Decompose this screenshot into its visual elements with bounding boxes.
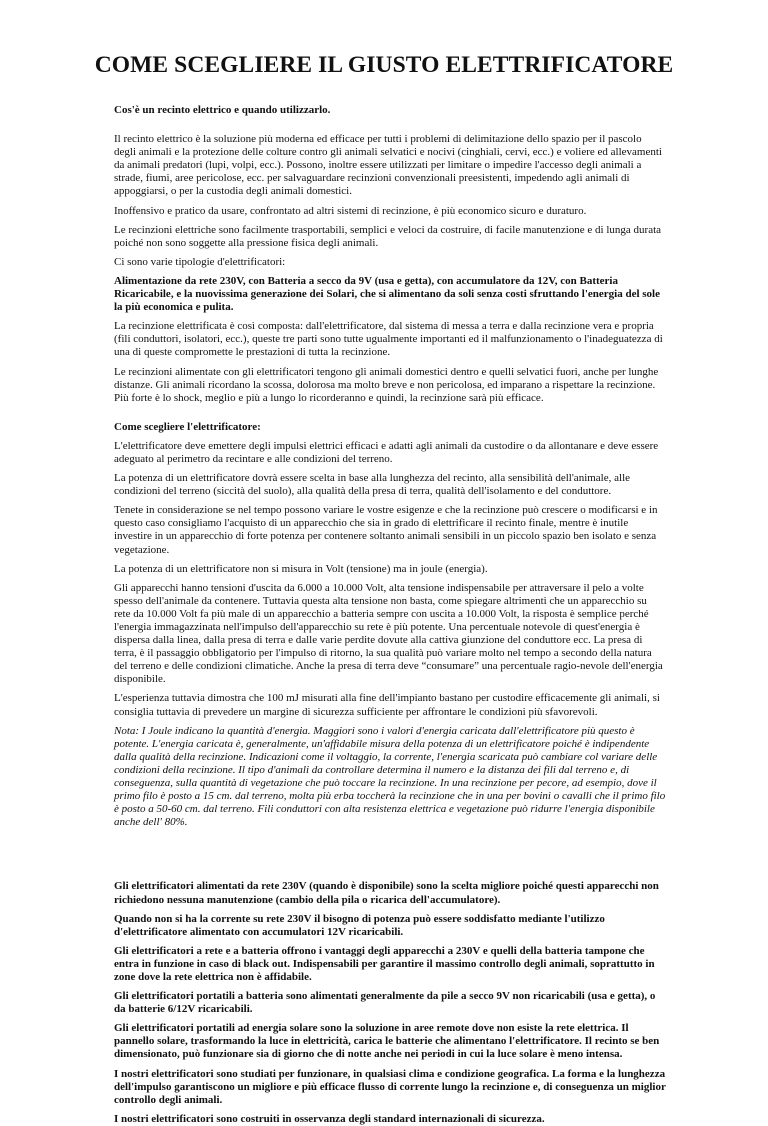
section2-paragraph-6: L'esperienza tuttavia dimostra che 100 mJ misurati alla fine dell'impianto bastano per custodire efficacemente gli animali, si consiglia tuttavia di prevedere un margine di sicurezza sufficiente per affrontare le condizioni più sfavorevoli. [114, 692, 660, 718]
section2-note: Nota: I Joule indicano la quantità d'energia. Maggiori sono i valori d'energia caricata dall'elettrificatore più questo è potente. L'energia caricata è, generalmente, un'affidabile misura della potenza di un elettrificatore poiché è indipendente dalla qualità della recinzione. Indicazioni come il voltaggio, la corrente, l'energia scaricata può cambiare col variare delle condizioni della recinzione. Il tipo d'animali da controllare determina il numero e la distanza dei fili dal terreno e, di conseguenza, sulla quantità di vegetazione che può toccare la recinzione. In una recinzione per pecore, ad esempio, dove il primo filo è posto a 15 cm. dal terreno, molta più erba toccherà la recinzione che in una per bovini o cavalli che il primo filo è posto a 50-60 cm. dal terreno. Fili conduttori con alta resistenza elettrica e vegetazione può ridurre l'energia disponibile anche dell' 80%. [114, 724, 666, 829]
section1-paragraph-2: Inoffensivo e pratico da usare, confrontato ad altri sistemi di recinzione, è più economico sicuro e duraturo. [114, 204, 587, 217]
section2-paragraph-2: La potenza di un elettrificatore dovrà essere scelta in base alla lunghezza del recinto, alla sensibilità dell'animale, alle condizioni del terreno (siccità del suolo), alla qualità della presa di terra, qualità dell'isolamento e del conduttore. [114, 472, 631, 498]
section2-heading: Come scegliere l'elettrificatore: [114, 420, 261, 433]
section2-paragraph-4: La potenza di un elettrificatore non si misura in Volt (tensione) ma in joule (energia). [114, 562, 488, 575]
page-title: COME SCEGLIERE IL GIUSTO ELETTRIFICATORE [94, 52, 674, 78]
section3-paragraph-6: I nostri elettrificatori sono studiati per funzionare, in qualsiasi clima e condizione geografica. La forma e la lunghezza dell'impulso garantiscono un migliore e più efficace flusso di corrente lungo la recinzione e, di conseguenza un miglior controllo degli animali. [114, 1067, 666, 1106]
section1-paragraph-6: La recinzione elettrificata è così composta: dall'elettrificatore, dal sistema di messa a terra e dalla recinzione vera e propria (fili conduttori, isolatori, ecc.), queste tre parti sono tutte ugualmente importanti ed il malfunzionamento o l'inadeguatezza di una di queste compromette le prestazioni di tutta la recinzione. [114, 320, 663, 359]
section3-paragraph-2: Quando non si ha la corrente su rete 230V il bisogno di potenza può essere soddisfatto mediante l'utilizzo d'elettrificatore alimentato con accumulatori 12V ricaricabili. [114, 912, 605, 938]
section3-paragraph-5: Gli elettrificatori portatili ad energia solare sono la soluzione in aree remote dove non esiste la rete elettrica. Il pannello solare, trasformando la luce in elettricità, carica le batterie che alimentano l'elettrificatore. Il recinto se ben dimensionato, può funzionare sia di giorno che di notte anche nei periodi in cui la luce solare è meno intensa. [114, 1022, 660, 1061]
section3-paragraph-7: I nostri elettrificatori sono costruiti in osservanza degli standard internazionali di sicurezza. [114, 1112, 545, 1125]
section2-paragraph-3: Tenete in considerazione se nel tempo possono variare le vostre esigenze e che la recinzione può crescere o modificarsi e in questo caso consigliamo l'acquisto di un apparecchio che sia in grado di elettrificare il recinto finale, mentre è inutile investire in un apparecchio di forte potenza per contenere soltanto animali sensibili in un piccolo spazio ben isolato e senza vegetazione. [114, 504, 658, 556]
section1-paragraph-1: Il recinto elettrico è la soluzione più moderna ed efficace per tutti i problemi di delimitazione dello spazio per il pascolo degli animali e la protezione delle colture contro gli animali selvatici e nocivi (cinghiali, cervi, ecc.) e voliere ed allevamenti da animali predatori (lupi, volpi, ecc.). Possono, inoltre essere utilizzati per limitare o impedire l'accesso degli animali a strade, fiumi, aree pericolose, ecc. per salvaguardare recinzioni convenzionali preesistenti, impedendo agli animali di appoggiarsi, o per la custodia degli animali domestici. [114, 133, 662, 198]
section3-paragraph-1: Gli elettrificatori alimentati da rete 230V (quando è disponibile) sono la scelta migliore poiché questi apparecchi non richiedono nessuna manutenzione (cambio della pila o ricarica dell'accumulatore). [114, 880, 659, 906]
section2-paragraph-5: Gli apparecchi hanno tensioni d'uscita da 6.000 a 10.000 Volt, alta tensione indispensabile per attraversare il pelo a volte spesso dell'animale da contenere. Tuttavia questa alta tensione non basta, come spiegare altrimenti che un apparecchio su rete da 10.000 Volt fa più male di un apparecchio a batteria sempre con uscita a 10.000 Volt, la risposta è semplice perché l'energia immagazzinata nell'impulso dell'apparecchio su rete è più potente. Una percentuale notevole di quest'energia è dispersa dalla linea, dalla presa di terra e dalle varie perdite dovute alla cattiva giunzione del conduttore ecc. La presa di terra, è il passaggio obbligatorio per l'impulso di ritorno, la sua qualità può variare molto nel tempo a secondo della natura del terreno e delle condizioni climatiche. Anche la presa di terra deve “consumare” una percentuale ragio-nevole dell'energia disponibile. [114, 581, 663, 686]
section1-heading: Cos'è un recinto elettrico e quando utilizzarlo. [114, 104, 331, 116]
section3-paragraph-4: Gli elettrificatori portatili a batteria sono alimentati generalmente da pile a secco 9V non ricaricabili (usa e getta), o da batterie 6/12V ricaricabili. [114, 990, 656, 1016]
section2-paragraph-1: L'elettrificatore deve emettere degli impulsi elettrici efficaci e adatti agli animali da custodire o da allontanare e deve essere adeguato al perimetro da recintare e alle condizioni del terreno. [114, 439, 659, 465]
section1-paragraph-5: Alimentazione da rete 230V, con Batteria a secco da 9V (usa e getta), con accumulatore da 12V, con Batteria Ricaricabile, e la nuovissima generazione dei Solari, che si alimentano da soli senza costi sfruttando l'energia del sole la più economica e pulita. [114, 274, 660, 314]
document-body [114, 104, 666, 1126]
section3-paragraph-3: Gli elettrificatori a rete e a batteria offrono i vantaggi degli apparecchi a 230V e quelli della batteria tampone che entra in funzione in caso di black out. Indispensabili per garantire il massimo controllo degli animali, soprattutto in zone dove la rete elettrica non è affidabile. [114, 944, 655, 983]
section1-paragraph-3: Le recinzioni elettriche sono facilmente trasportabili, semplici e veloci da costruire, di facile manutenzione e di lunga durata poiché non sono soggette alla pressione fisica degli animali. [114, 223, 662, 249]
section1-paragraph-4: Ci sono varie tipologie d'elettrificatori: [114, 255, 286, 268]
section1-paragraph-7: Le recinzioni alimentate con gli elettrificatori tengono gli animali domestici dentro e quelli selvatici fuori, anche per lunghe distanze. Gli animali ricordano la scossa, dolorosa ma molto breve e non pericolosa, ed imparano a rispettare la recinzione. Più forte è lo shock, meglio e più a lungo lo ricorderanno e quindi, la recinzione sarà più efficace. [114, 365, 659, 404]
